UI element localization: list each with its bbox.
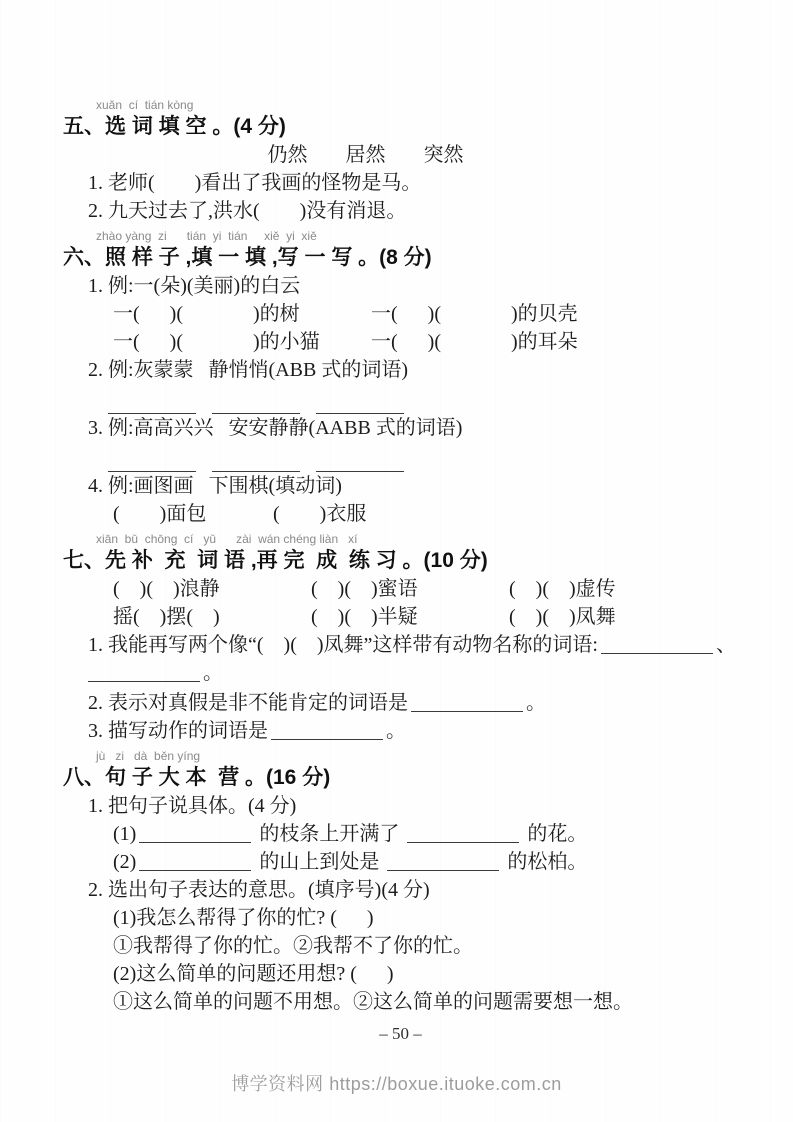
answer-blank-row bbox=[63, 384, 738, 414]
section-8-title: 八、句 子 大 本 营 。(16 分) bbox=[63, 766, 331, 789]
question-text: 的山上到处是 bbox=[254, 851, 385, 873]
section-6-title: 六、照 样 子 ,填 一 填 ,写 一 写 。(8 分) bbox=[63, 246, 432, 269]
question-s8-1-1 bbox=[63, 820, 738, 848]
question-text: 、 bbox=[715, 634, 736, 656]
fill-item: 一( )( )的小猫 bbox=[113, 331, 320, 353]
question-s7-1-continued bbox=[63, 659, 738, 689]
idiom-fill-row bbox=[63, 575, 738, 603]
question-s5-2: 2. 九天过去了,洪水( )没有消退。 bbox=[88, 200, 407, 222]
question-s8-2-2: (2)这么简单的问题还用想? ( ) bbox=[113, 963, 394, 985]
question-text: (1) bbox=[113, 823, 137, 845]
question-s6-1-example: 1. 例:一(朵)(美丽)的白云 bbox=[88, 275, 301, 297]
fill-row bbox=[63, 328, 738, 356]
fill-item: ( )衣服 bbox=[273, 503, 367, 525]
question-text: 。 bbox=[386, 720, 406, 742]
answer-blank-row bbox=[63, 442, 738, 472]
answer-blank bbox=[139, 822, 251, 843]
question-text: 的花。 bbox=[522, 823, 588, 845]
section-8 bbox=[63, 749, 738, 1016]
answer-blank bbox=[601, 633, 713, 654]
section-5-pinyin: xuǎn cí tián kòng bbox=[96, 98, 194, 112]
question-s8-2-1: (1)我怎么帮得了你的忙? ( ) bbox=[113, 907, 374, 929]
answer-blank bbox=[411, 691, 523, 712]
word-bank-option: 居然 bbox=[345, 144, 386, 166]
question-s7-3 bbox=[63, 717, 738, 745]
question-s6-3-example: 3. 例:高高兴兴 安安静静(AABB 式的词语) bbox=[88, 417, 463, 439]
answer-blank bbox=[407, 822, 519, 843]
question-s6-2-example: 2. 例:灰蒙蒙 静悄悄(ABB 式的词语) bbox=[88, 359, 408, 381]
answer-blank bbox=[108, 393, 196, 414]
question-text: 。 bbox=[203, 662, 223, 684]
fill-item: ( )面包 bbox=[113, 503, 207, 525]
question-text: (2) bbox=[113, 851, 137, 873]
question-s8-2: 2. 选出句子表达的意思。(填序号)(4 分) bbox=[88, 879, 430, 901]
section-6-pinyin: zhào yàng zi tián yi tián xiě yi xiě bbox=[96, 229, 317, 243]
answer-blank bbox=[316, 451, 404, 472]
idiom-fill: 摇( )摆( ) bbox=[113, 606, 220, 628]
question-text: 的枝条上开满了 bbox=[254, 823, 405, 845]
answer-blank bbox=[139, 850, 251, 871]
question-s7-1 bbox=[63, 631, 738, 659]
fill-item: 一( )( )的耳朵 bbox=[371, 331, 578, 353]
section-7 bbox=[63, 532, 738, 745]
answer-blank bbox=[316, 393, 404, 414]
question-s7-2 bbox=[63, 689, 738, 717]
answer-blank bbox=[271, 719, 383, 740]
section-6 bbox=[63, 229, 738, 528]
question-s8-1: 1. 把句子说具体。(4 分) bbox=[88, 795, 297, 817]
word-bank-option: 仍然 bbox=[267, 144, 308, 166]
section-8-pinyin: jù zi dà běn yíng bbox=[96, 749, 201, 763]
question-s6-4-example: 4. 例:画图画 下围棋(填动词) bbox=[88, 475, 342, 497]
question-text: 3. 描写动作的词语是 bbox=[88, 720, 268, 742]
watermark-site-link: 博学资料网 https://boxue.ituoke.com.cn bbox=[231, 1074, 562, 1094]
question-s8-1-2 bbox=[63, 848, 738, 876]
word-bank-option: 突然 bbox=[423, 144, 464, 166]
section-5-title: 五、选 词 填 空 。(4 分) bbox=[63, 115, 286, 138]
section-7-title: 七、先 补 充 词 语 ,再 完 成 练 习 。(10 分) bbox=[63, 549, 488, 572]
answer-blank bbox=[212, 393, 300, 414]
question-s8-2-2-options: ①这么简单的问题不用想。②这么简单的问题需要想一想。 bbox=[113, 991, 633, 1013]
answer-blank bbox=[108, 451, 196, 472]
section-5 bbox=[63, 98, 738, 225]
idiom-fill: ( )( )浪静 bbox=[113, 578, 220, 600]
idiom-fill: ( )( )蜜语 bbox=[311, 578, 418, 600]
fill-row bbox=[63, 500, 738, 528]
idiom-fill-row bbox=[63, 603, 738, 631]
section-7-pinyin: xiān bǔ chōng cí yǔ zài wán chéng liàn xí bbox=[96, 532, 358, 546]
fill-row bbox=[63, 300, 738, 328]
answer-blank bbox=[88, 661, 200, 682]
question-s5-1: 1. 老师( )看出了我画的怪物是马。 bbox=[88, 172, 422, 194]
answer-blank bbox=[387, 850, 499, 871]
question-text: 的松柏。 bbox=[502, 851, 588, 873]
idiom-fill: ( )( )凤舞 bbox=[509, 606, 616, 628]
question-s8-2-1-options: ①我帮得了你的忙。②我帮不了你的忙。 bbox=[113, 935, 473, 957]
question-text: 1. 我能再写两个像“( )( )凤舞”这样带有动物名称的词语: bbox=[88, 634, 598, 656]
word-bank bbox=[63, 141, 738, 169]
fill-item: 一( )( )的贝壳 bbox=[371, 303, 578, 325]
question-text: 。 bbox=[526, 692, 546, 714]
question-text: 2. 表示对真假是非不能肯定的词语是 bbox=[88, 692, 408, 714]
idiom-fill: ( )( )虚传 bbox=[509, 578, 616, 600]
answer-blank bbox=[212, 451, 300, 472]
idiom-fill: ( )( )半疑 bbox=[311, 606, 418, 628]
fill-item: 一( )( )的树 bbox=[113, 303, 300, 325]
page-number: – 50 – bbox=[379, 1024, 422, 1043]
